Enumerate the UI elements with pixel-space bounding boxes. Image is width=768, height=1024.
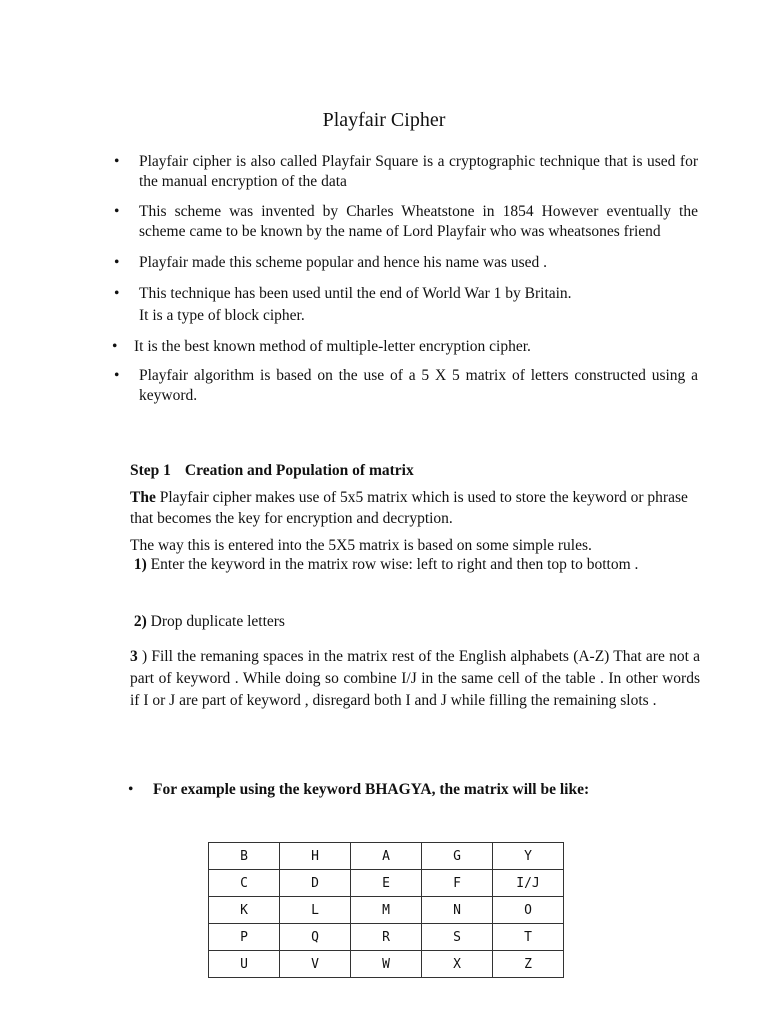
matrix-row [209,951,564,978]
matrix-body [209,843,564,978]
matrix-cell: T [493,924,564,951]
matrix-cell: S [422,924,493,951]
rule-item: 1) Enter the keyword in the matrix row wise: left to right and then top to bottom . [133,556,639,573]
bullet-item: • Playfair made this scheme popular and hence his name was used . [114,254,548,271]
bullet-dot-icon: • [114,285,120,302]
example-text: For example using the keyword BHAGYA, the matrix will be like: [153,781,590,798]
bullet-dot-icon: • [114,153,120,170]
matrix-cell: K [209,897,280,924]
matrix-cell: N [422,897,493,924]
matrix-cell: Y [493,843,564,870]
matrix-row [209,924,564,951]
rule-item: 3 ) Fill the remaning spaces in the matrix rest of the English alphabets (A-Z) That are not a part of keyword . While doing so combine I/J in the same cell of the table . In other words if I or J are part of keyword , disregard both I and J while filling the remaining slots . [130,648,700,709]
bullet-item: • This technique has been used until the end of World War 1 by Britain. It is a type of block cipher. [114,285,572,324]
bullet-dot-icon: • [112,338,118,355]
matrix-cell: C [209,870,280,897]
matrix-cell: E [351,870,422,897]
intro-bullet-list [110,152,698,406]
bullet-dot-icon: • [114,367,120,384]
matrix-cell: P [209,924,280,951]
matrix-cell: V [280,951,351,978]
bullet-item: • It is the best known method of multiple-letter encryption cipher. [112,338,531,355]
matrix-cell: B [209,843,280,870]
matrix-cell: U [209,951,280,978]
matrix-cell: I/J [493,870,564,897]
bullet-item: • This scheme was invented by Charles Wheatstone in 1854 However eventually the scheme came to be known by the name of Lord Playfair who was wheatsones friend [114,203,698,240]
matrix-cell: R [351,924,422,951]
step-intro-paragraph: The Playfair cipher makes use of 5x5 matrix which is used to store the keyword or phrase that becomes the key for encryption and decryption. [130,489,688,527]
matrix-cell: D [280,870,351,897]
rules-intro-paragraph: The way this is entered into the 5X5 matrix is based on some simple rules. [130,537,592,554]
bullet-dot-icon: • [114,254,120,271]
bullet-dot-icon: • [128,781,134,798]
playfair-matrix-table [208,842,564,978]
matrix-cell: O [493,897,564,924]
matrix-cell: M [351,897,422,924]
rule-item: 2) Drop duplicate letters [133,613,285,630]
page-title: Playfair Cipher [322,109,446,131]
bullet-item: • Playfair cipher is also called Playfair Square is a cryptographic technique that is used for the manual encryption of the data [114,153,698,190]
matrix-cell: G [422,843,493,870]
step-heading: Step 1 Creation and Population of matrix [130,462,414,479]
bullet-dot-icon: • [114,203,120,220]
matrix-cell: A [351,843,422,870]
matrix-cell: F [422,870,493,897]
matrix-row [209,843,564,870]
matrix-cell: L [280,897,351,924]
matrix-cell: Q [280,924,351,951]
matrix-cell: Z [493,951,564,978]
matrix-cell: X [422,951,493,978]
matrix-row [209,897,564,924]
matrix-cell: W [351,951,422,978]
matrix-cell: H [280,843,351,870]
matrix-row [209,870,564,897]
bullet-item: • Playfair algorithm is based on the use of a 5 X 5 matrix of letters constructed using a keyword. [114,367,698,404]
